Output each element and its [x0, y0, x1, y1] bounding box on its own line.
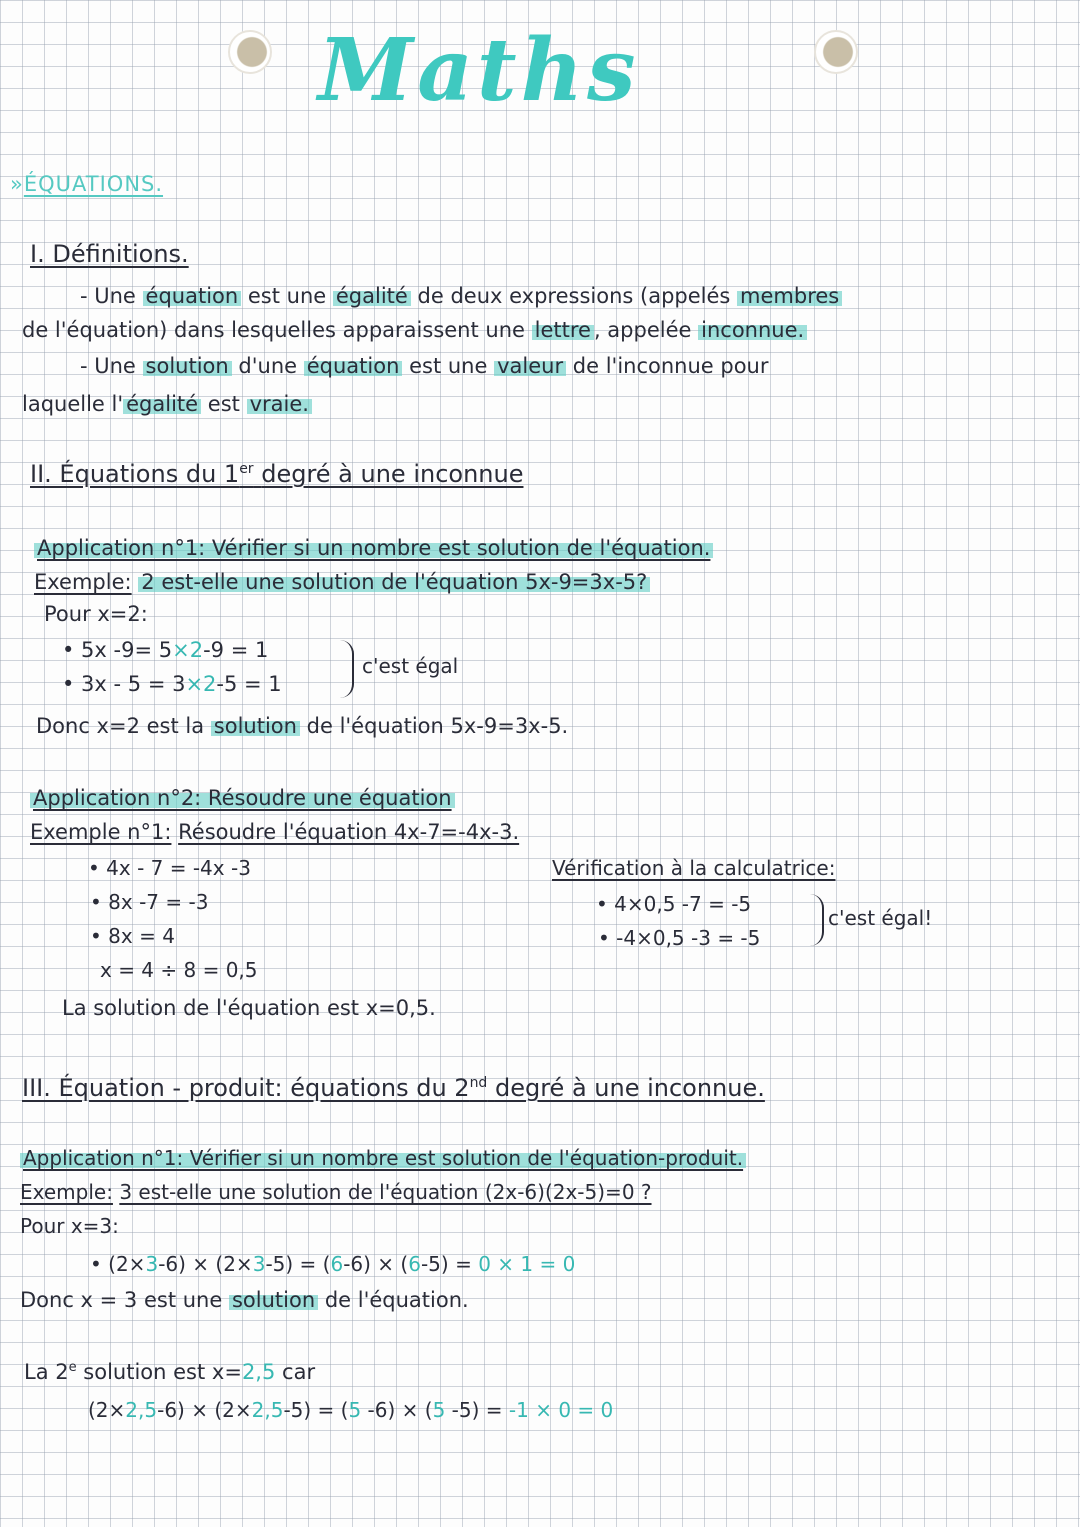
app1-title: Application n°1: Vérifier si un nombre est solution de l'équation.	[34, 536, 713, 560]
verif-title: Vérification à la calculatrice:	[552, 856, 836, 880]
app2-step-1: • 4x - 7 = -4x -3	[88, 856, 251, 880]
section-label	[10, 172, 163, 196]
app1-example: Exemple: 2 est-elle une solution de l'équation 5x-9=3x-5?	[34, 570, 650, 594]
section-prefix: »	[10, 172, 24, 196]
app1-conclusion: Donc x=2 est la solution de l'équation 5x-9=3x-5.	[36, 714, 569, 738]
app2-example: Exemple n°1: Résoudre l'équation 4x-7=-4x-3.	[30, 820, 520, 844]
sec3-app1-calc: • (2×3-6) × (2×3-5) = (6-6) × (6-5) = 0 × 1 = 0	[90, 1252, 576, 1276]
term-solution: solution	[143, 354, 232, 378]
app2-result: La solution de l'équation est x=0,5.	[62, 996, 436, 1020]
section-label-text: ÉQUATIONS.	[23, 172, 164, 196]
app2-step-2: • 8x -7 = -3	[90, 890, 209, 914]
def-paragraph-1-line-2: de l'équation) dans lesquelles apparaissent une lettre , appelée inconnue.	[22, 318, 807, 342]
term-membres: membres	[737, 284, 842, 308]
verif-brace	[810, 894, 824, 946]
heading-first-degree: II. Équations du 1er degré à une inconnue	[30, 460, 524, 488]
page-title: Maths	[318, 20, 640, 121]
def-paragraph-1-line-1: - Une équation est une égalité de deux expressions (appelés membres	[80, 284, 842, 308]
sec3-app1-title: Application n°1: Vérifier si un nombre est solution de l'équation-produit.	[20, 1146, 746, 1170]
app1-calc-line-2: • 3x - 5 = 3×2-5 = 1	[62, 672, 282, 696]
heading-equation-produit: III. Équation - produit: équations du 2nd degré à une inconnue.	[22, 1074, 765, 1102]
term-vraie: vraie.	[247, 392, 312, 416]
binder-hole-right	[814, 30, 858, 74]
heading-definitions: I. Définitions.	[30, 240, 189, 268]
app2-step-4: x = 4 ÷ 8 = 0,5	[100, 958, 258, 982]
verif-line-2: • -4×0,5 -3 = -5	[598, 926, 761, 950]
term-egalite-2: égalité	[123, 392, 201, 416]
app2-title: Application n°2: Résoudre une équation	[30, 786, 455, 810]
term-egalite: égalité	[333, 284, 411, 308]
second-solution-intro: La 2e solution est x=2,5 car	[24, 1360, 316, 1384]
verif-brace-text: c'est égal!	[828, 906, 933, 930]
term-inconnue: inconnue.	[698, 318, 807, 342]
term-equation-2: équation	[304, 354, 403, 378]
app1-brace-text: c'est égal	[362, 654, 459, 678]
app1-calc-line-1: • 5x -9= 5×2-9 = 1	[62, 638, 269, 662]
def-paragraph-2-line-1: - Une solution d'une équation est une valeur de l'inconnue pour	[80, 354, 769, 378]
app2-step-3: • 8x = 4	[90, 924, 175, 948]
sec3-app1-conclusion: Donc x = 3 est une solution de l'équation.	[20, 1288, 469, 1312]
sec3-app1-pour: Pour x=3:	[20, 1214, 119, 1238]
def-paragraph-2-line-2: laquelle l' égalité est vraie.	[22, 392, 312, 416]
term-equation: équation	[143, 284, 242, 308]
app1-brace	[338, 640, 354, 698]
sec3-app1-example: Exemple: 3 est-elle une solution de l'équation (2x-6)(2x-5)=0 ?	[20, 1180, 652, 1204]
verif-line-1: • 4×0,5 -7 = -5	[596, 892, 752, 916]
binder-hole-left	[228, 30, 272, 74]
term-valeur: valeur	[494, 354, 566, 378]
term-lettre: lettre	[532, 318, 594, 342]
second-solution-calc: (2×2,5-6) × (2×2,5-5) = (5 -6) × (5 -5) = -1 × 0 = 0	[88, 1398, 614, 1422]
app1-pour: Pour x=2:	[44, 602, 148, 626]
